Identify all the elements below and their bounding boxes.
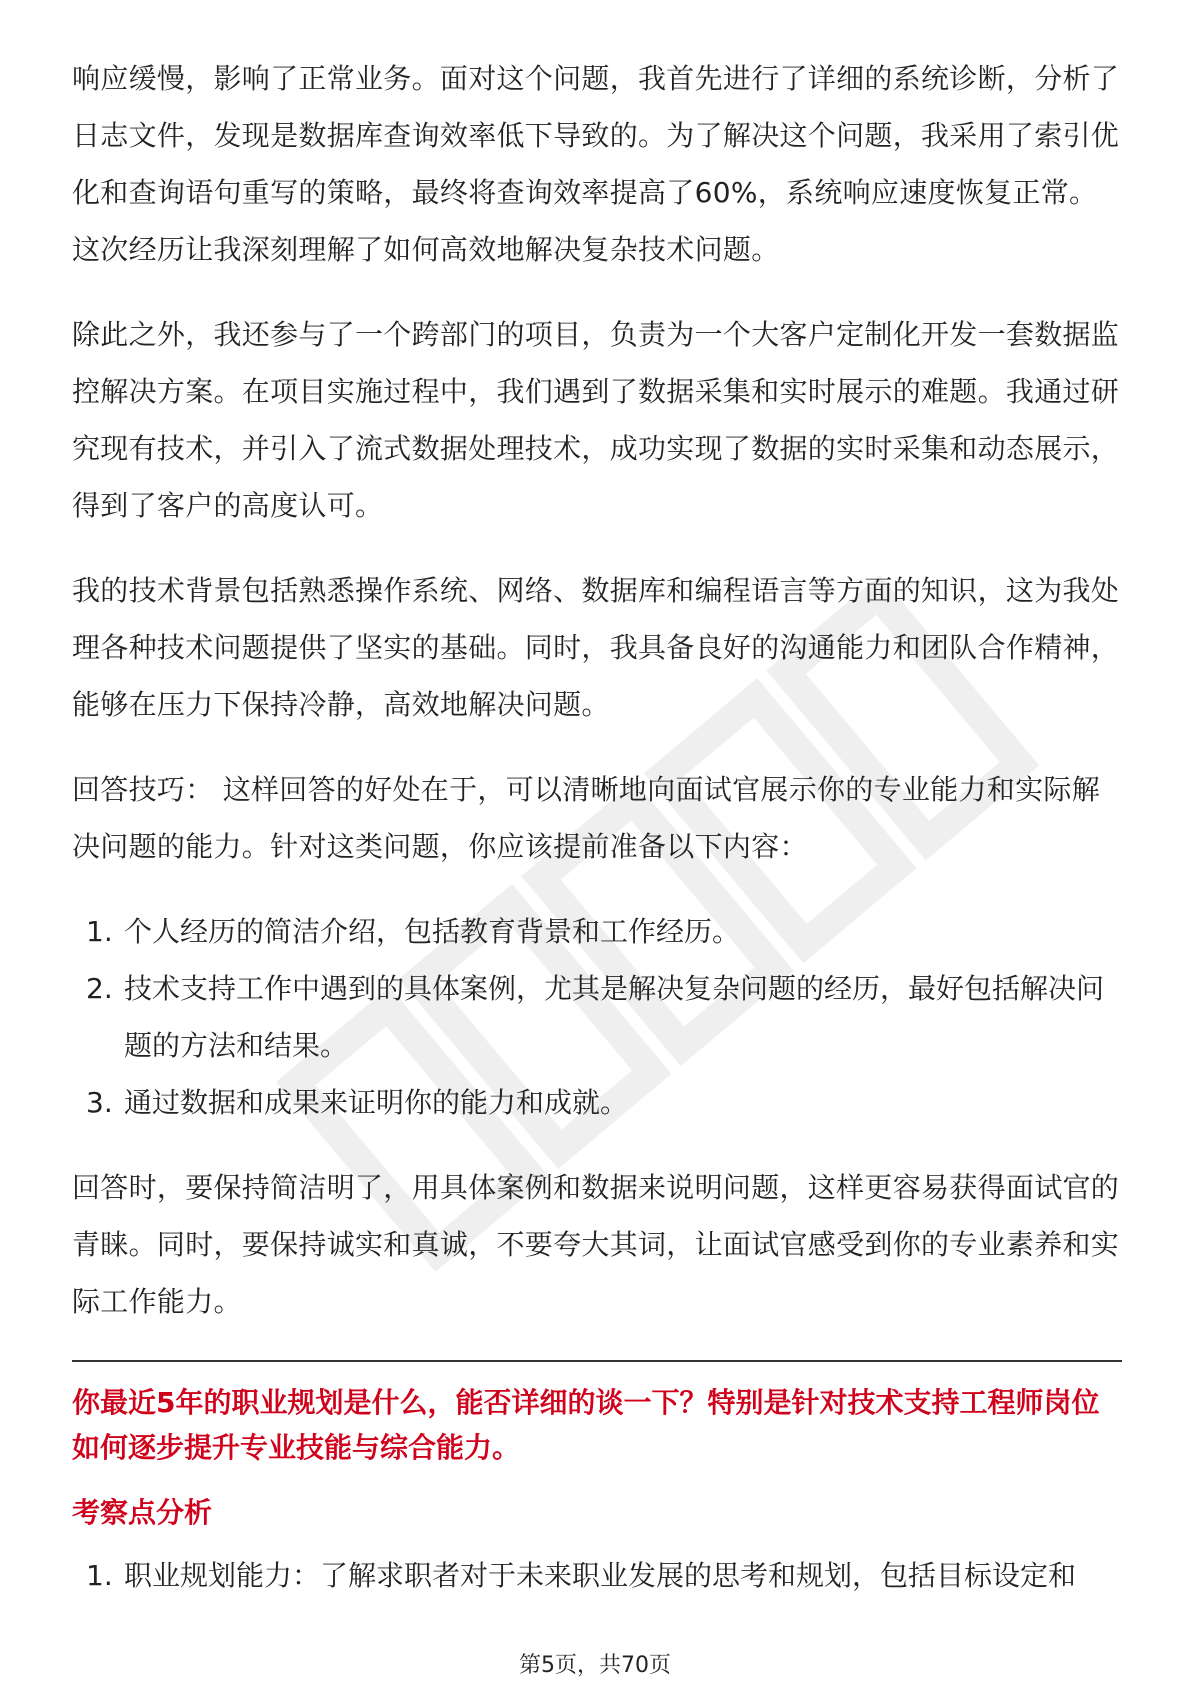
list-item xyxy=(72,1074,1122,1131)
analysis-heading: 考察点分析 xyxy=(72,1496,213,1529)
paragraph-system-diagnosis: 响应缓慢，影响了正常业务。面对这个问题，我首先进行了详细的系统诊断，分析了日志文件，发现是数据库查询效率低下导致的。为了解决这个问题，我采用了索引优化和查询语句重写的策略，最终将查询效率提高了60%，系统响应速度恢复正常。这次经历让我深刻理解了如何高效地解决复杂技术问题。 xyxy=(72,62,1120,266)
list-item-number: 2. xyxy=(86,972,113,1005)
list-item-text: 技术支持工作中遇到的具体案例，尤其是解决复杂问题的经历，最好包括解决问题的方法和结果。 xyxy=(124,972,1105,1062)
paragraph-technical-background: 我的技术背景包括熟悉操作系统、网络、数据库和编程语言等方面的知识，这为我处理各种技术问题提供了坚实的基础。同时，我具备良好的沟通能力和团队合作精神，能够在压力下保持冷静，高效地解决问题。 xyxy=(72,574,1120,721)
list-item xyxy=(72,960,1122,1074)
list-item-number: 1. xyxy=(86,915,113,948)
section-divider xyxy=(72,1360,1122,1362)
page-number-footer: 第5页，共70页 xyxy=(519,1653,671,1678)
analysis-list xyxy=(72,1547,1122,1604)
list-item-text: 个人经历的简洁介绍，包括教育背景和工作经历。 xyxy=(124,915,741,948)
paragraph-answer-tips: 回答技巧： 这样回答的好处在于，可以清晰地向面试官展示你的专业能力和实际解决问题的能力。针对这类问题，你应该提前准备以下内容： xyxy=(72,773,1101,863)
tips-list xyxy=(72,903,1122,1131)
interview-question: 你最近5年的职业规划是什么，能否详细的谈一下？特别是针对技术支持工程师岗位如何逐步提升专业技能与综合能力。 xyxy=(72,1386,1100,1464)
document-page xyxy=(72,50,1122,1604)
list-item xyxy=(72,1547,1122,1604)
list-item-text: 通过数据和成果来证明你的能力和成就。 xyxy=(124,1086,629,1119)
list-item-number: 1. xyxy=(86,1559,113,1592)
list-item-text: 职业规划能力：了解求职者对于未来职业发展的思考和规划，包括目标设定和 xyxy=(124,1559,1077,1592)
list-item xyxy=(72,903,1122,960)
list-item-number: 3. xyxy=(86,1086,113,1119)
paragraph-closing-advice: 回答时，要保持简洁明了，用具体案例和数据来说明问题，这样更容易获得面试官的青睐。同时，要保持诚实和真诚，不要夸大其词，让面试官感受到你的专业素养和实际工作能力。 xyxy=(72,1171,1120,1318)
paragraph-cross-department-project: 除此之外，我还参与了一个跨部门的项目，负责为一个大客户定制化开发一套数据监控解决方案。在项目实施过程中，我们遇到了数据采集和实时展示的难题。我通过研究现有技术，并引入了流式数据处理技术，成功实现了数据的实时采集和动态展示，得到了客户的高度认可。 xyxy=(72,318,1120,522)
